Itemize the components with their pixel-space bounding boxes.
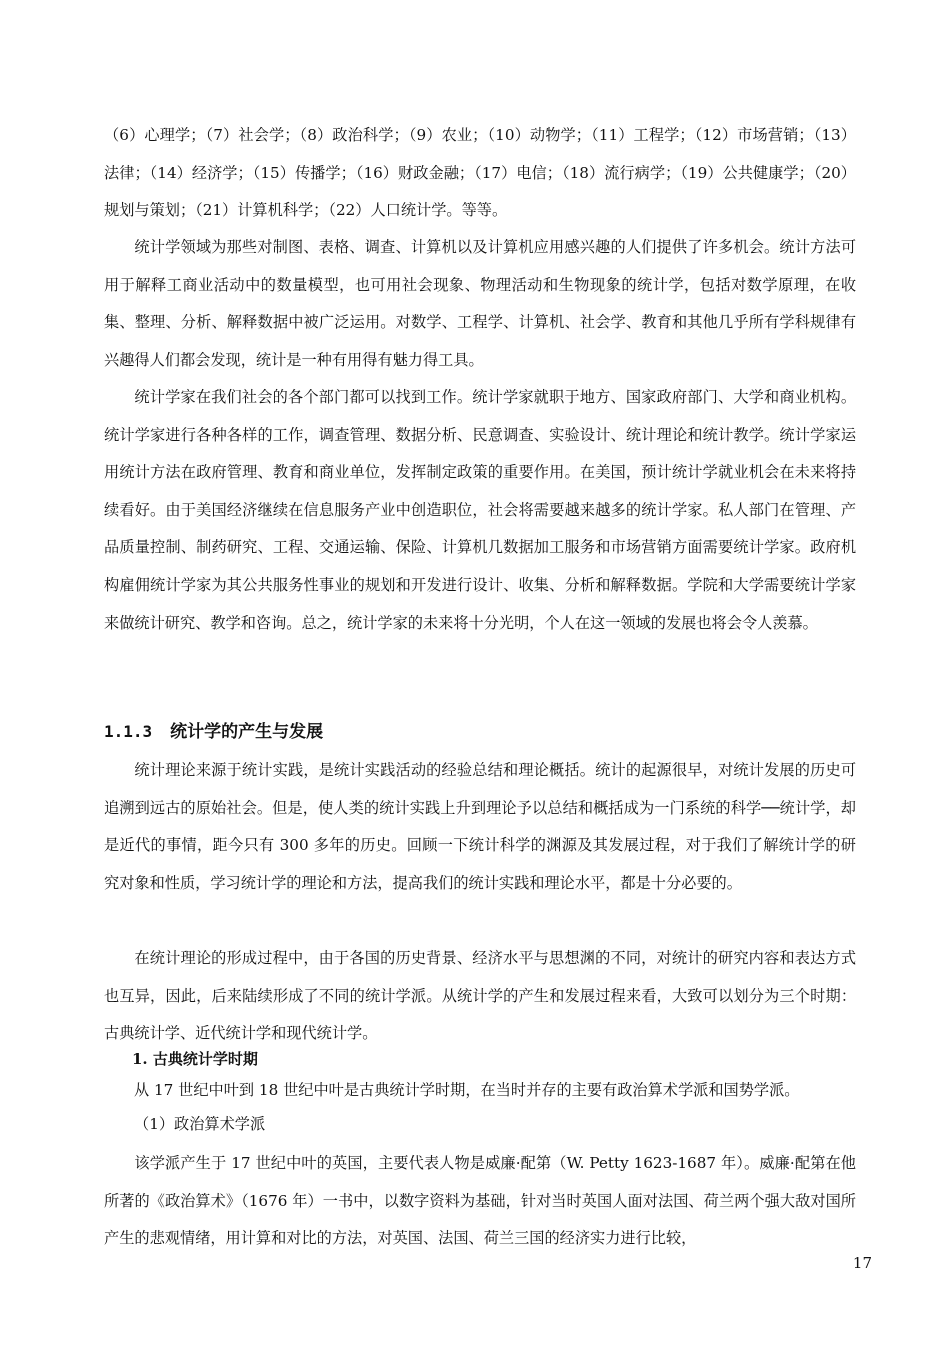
paragraph-careers: 统计学家在我们社会的各个部门都可以找到工作。统计学家就职于地方、国家政府部门、大学和商业机构。统计学家进行各种各样的工作，调查管理、数据分析、民意调查、实验设计、统计理论和统计教学。统计学家运用统计方法在政府管理、教育和商业单位，发挥制定政策的重要作用。在美国，预计统计学就业机会在未来将持续看好。由于美国经济继续在信息服务产业中创造职位，社会将需要越来越多的统计学家。私人部门在管理、产品质量控制、制药研究、工程、交通运输、保险、计算机几数据加工服务和市场营销方面需要统计学家。政府机构雇佣统计学家为其公共服务性事业的规划和开发进行设计、收集、分析和解释数据。学院和大学需要统计学家来做统计研究、教学和咨询。总之，统计学家的未来将十分光明，个人在这一领域的发展也将会令人羡慕。 [104, 388, 856, 632]
paragraph-classical-period: 从 17 世纪中叶到 18 世纪中叶是古典统计学时期，在当时并存的主要有政治算术学派和国势学派。 [134, 1081, 800, 1099]
paragraph-opportunities: 统计学领域为那些对制图、表格、调查、计算机以及计算机应用感兴趣的人们提供了许多机会。统计方法可用于解释工商业活动中的数量模型，也可用社会现象、物理活动和生物现象的统计学，包括对数学原理，在收集、整理、分析、解释数据中被广泛运用。对数学、工程学、计算机、社会学、教育和其他几乎所有学科规律有兴趣得人们都会发现，统计是一种有用得有魅力得工具。 [104, 238, 856, 369]
section-number: 1.1.3 [104, 722, 153, 741]
paragraph-fields-list: （6）心理学；（7）社会学；（8）政治科学；（9）农业；（10）动物学；（11）工程学；（12）市场营销；（13）法律；（14）经济学；（15）传播学；（16）财政金融；（17）电信；（18）流行病学；（19）公共健康学；（20）规划与策划；（21）计算机科学；（22）人口统计学。等等。 [104, 126, 856, 220]
paragraph-petty: 该学派产生于 17 世纪中叶的英国，主要代表人物是威廉·配第（W. Petty 1623-1687 年）。威廉·配第在他所著的《政治算术》（1676 年）一书中，以数字资料为基础，针对当时英国人面对法国、荷兰两个强大敌对国所产生的悲观情绪，用计算和对比的方法，对英国、法国、荷兰三国的经济实力进行比较， [104, 1154, 856, 1248]
section-title: 统计学的产生与发展 [170, 722, 324, 742]
paragraph-origin: 统计理论来源于统计实践，是统计实践活动的经验总结和理论概括。统计的起源很早，对统计发展的历史可追溯到远古的原始社会。但是，使人类的统计实践上升到理论予以总结和概括成为一门系统的科学──统计学，却是近代的事情，距今只有 300 多年的历史。回顾一下统计科学的渊源及其发展过程，对于我们了解统计学的研究对象和性质，学习统计学的理论和方法，提高我们的统计实践和理论水平，都是十分必要的。 [104, 761, 856, 892]
section-heading [104, 717, 856, 747]
list-item-political-arithmetic: （1）政治算术学派 [134, 1115, 266, 1133]
paragraph-schools: 在统计理论的形成过程中，由于各国的历史背景、经济水平与思想渊的不同，对统计的研究内容和表达方式也互异，因此，后来陆续形成了不同的统计学派。从统计学的产生和发展过程来看，大致可以划分为三个时期：古典统计学、近代统计学和现代统计学。 [104, 949, 856, 1043]
page-number: 17 [852, 1254, 872, 1272]
subsection-heading: 1. 古典统计学时期 [132, 1050, 258, 1068]
